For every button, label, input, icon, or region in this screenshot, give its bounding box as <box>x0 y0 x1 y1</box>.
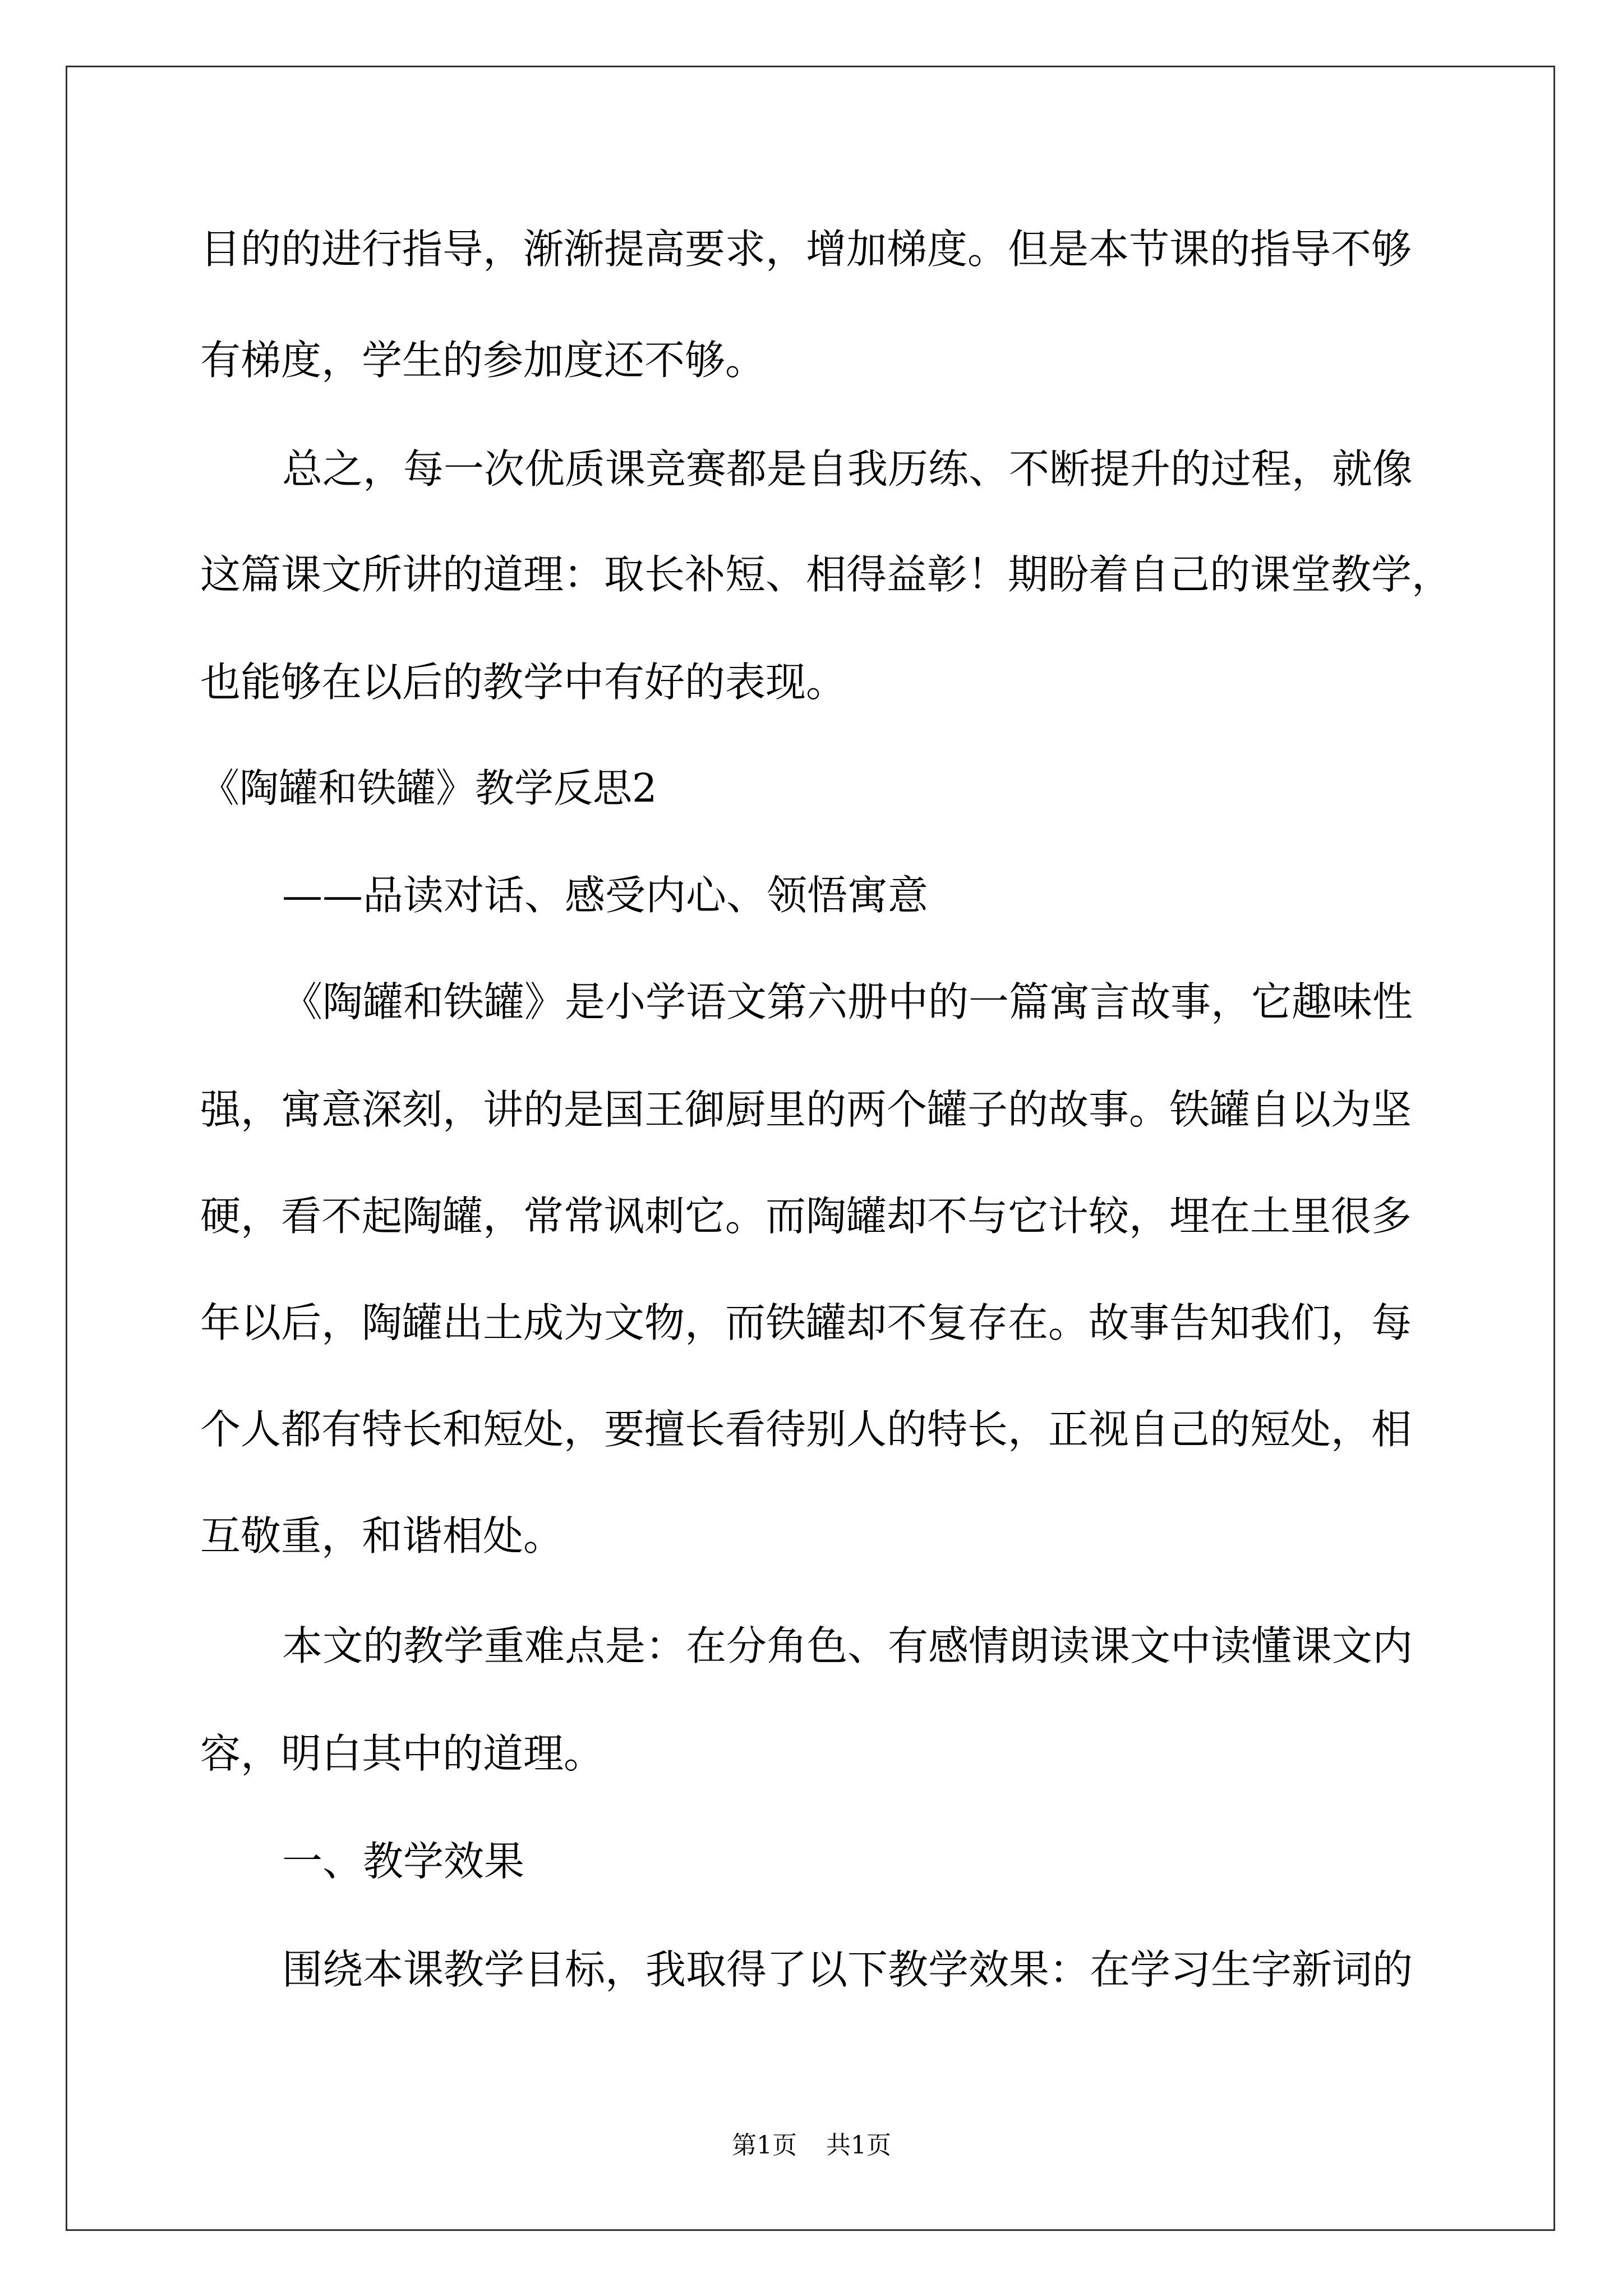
body-text-line: 强，寓意深刻，讲的是国王御厨里的两个罐子的故事。铁罐自以为坚 <box>200 1086 1412 1133</box>
page-frame <box>66 66 1555 2231</box>
page-footer <box>0 2133 1623 2158</box>
body-text-line: 互敬重，和谐相处。 <box>200 1512 564 1559</box>
body-text-line: 《陶罐和铁罐》是小学语文第六册中的一篇寓言故事，它趣味性 <box>282 978 1413 1025</box>
section-subtitle: ——品读对话、感受内心、领悟寓意 <box>282 872 929 919</box>
body-text-line: 年以后，陶罐出土成为文物，而铁罐却不复存在。故事告知我们，每 <box>200 1299 1412 1346</box>
section-heading: 一、教学效果 <box>282 1838 525 1885</box>
page-total: 共1页 <box>826 2131 891 2160</box>
body-text-line: 目的的进行指导，渐渐提高要求，增加梯度。但是本节课的指导不够 <box>200 226 1412 273</box>
body-text-line: 有梯度，学生的参加度还不够。 <box>200 337 766 384</box>
body-text-line: 硬，看不起陶罐，常常讽刺它。而陶罐却不与它计较，埋在土里很多 <box>200 1193 1412 1240</box>
body-text-line: 围绕本课教学目标，我取得了以下教学效果：在学习生字新词的 <box>282 1946 1413 1993</box>
body-text-line: 这篇课文所讲的道理：取长补短、相得益彰！期盼着自己的课堂教学， <box>200 551 1453 598</box>
page-number: 第1页 <box>732 2131 797 2160</box>
body-text-line: 本文的教学重难点是：在分角色、有感情朗读课文中读懂课文内 <box>282 1622 1413 1669</box>
section-title: 《陶罐和铁罐》教学反思2 <box>200 765 657 811</box>
body-text-line: 总之，每一次优质课竞赛都是自我历练、不断提升的过程，就像 <box>282 445 1413 493</box>
body-text-line: 容，明白其中的道理。 <box>200 1730 605 1777</box>
body-text-line: 也能够在以后的教学中有好的表现。 <box>200 659 847 706</box>
body-text-line: 个人都有特长和短处，要擅长看待别人的特长，正视自己的短处，相 <box>200 1406 1412 1453</box>
